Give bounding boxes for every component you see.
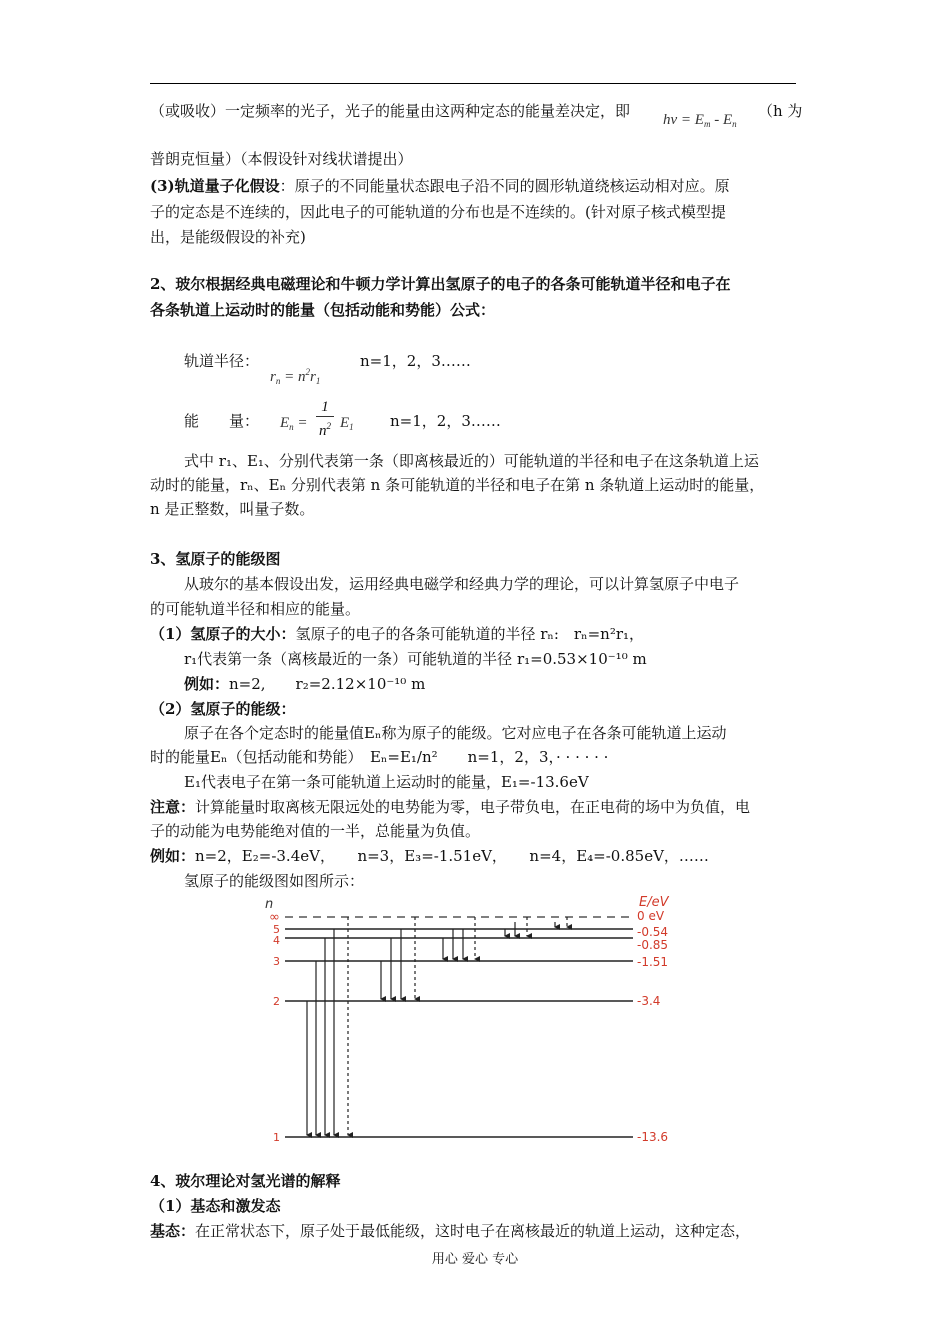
para1-line2: 普朗克恒量）（本假设针对线状谱提出） <box>150 150 413 168</box>
energy-level-diagram <box>255 892 695 1150</box>
figure-caption: 氢原子的能级图如图所示： <box>184 872 365 890</box>
note-line1: 注意：计算能量时取离核无限远处的电势能为零，电子带负电，在正电荷的场中为负值，电 <box>150 798 751 816</box>
n-label-4: 4 <box>273 934 280 947</box>
energy-fraction: $\frac{1}{n^2}$ <box>316 398 334 440</box>
sec3-para-line2: 的可能轨道半径和相应的能量。 <box>150 600 361 618</box>
note-line2: 子的动能为电势能绝对值的一半，总能量为负值。 <box>150 822 481 840</box>
sec3-s1-line2: r₁代表第一条（离核最近的一条）可能轨道的半径 r₁=0.53×10⁻¹⁰ m <box>184 650 647 668</box>
sec3-s2-line2: 时的能量Eₙ（包括动能和势能） Eₙ=E₁/n² n=1，2，3，· · · · · · <box>150 748 609 766</box>
sec2-para-line3: n 是正整数，叫量子数。 <box>150 500 315 518</box>
page-footer: 用心 爱心 专心 <box>431 1252 519 1267</box>
e-label-1: -13.6 <box>637 1130 669 1144</box>
e-label-2: -3.4 <box>637 994 661 1008</box>
n-label-5: 5 <box>273 923 280 936</box>
para1-line3: (3)轨道量子化假设：原子的不同能量状态跟电子沿不同的圆形轨道绕核运动相对应。原 <box>150 177 730 195</box>
radius-range: n=1，2，3…… <box>360 352 471 370</box>
sec4-title: 4、玻尔理论对氢光谱的解释 <box>150 1172 341 1190</box>
n-label-2: 2 <box>273 995 280 1008</box>
sec3-s1-example: 例如：n=2, r₂=2.12×10⁻¹⁰ m <box>184 675 426 693</box>
sec4-s1: （1）基态和激发态 <box>150 1197 281 1215</box>
hv-formula: $h\nu = E_m - E_n$ <box>663 112 737 129</box>
energy-label: 能 量： <box>184 412 260 430</box>
sec2-para-line1: 式中 r₁、E₁、分别代表第一条（即离核最近的）可能轨道的半径和电子在这条轨道上运 <box>184 452 759 470</box>
energy-unit-label: E/eV <box>639 895 669 910</box>
radius-formula: $r_n = n^2r_1$ <box>270 367 321 386</box>
radius-label: 轨道半径： <box>184 352 260 370</box>
energy-example: 例如：n=2，E₂=-3.4eV， n=3，E₃=-1.51eV， n=4，E₄=-0.85eV，…… <box>150 847 709 865</box>
energy-formula-right: $E_1$ <box>340 415 354 432</box>
e-label-4: -0.85 <box>637 938 669 952</box>
para1-line1: （或吸收）一定频率的光子，光子的能量由这两种定态的能量差决定，即 <box>150 102 631 120</box>
sec3-title: 3、氢原子的能级图 <box>150 550 281 568</box>
sec3-s2-line1: 原子在各个定态时的能量值Eₙ称为原子的能级。它对应电子在各条可能轨道上运动 <box>184 724 727 742</box>
base-state-line: 基态：在正常状态下，原子处于最低能级，这时电子在离核最近的轨道上运动，这种定态， <box>150 1222 751 1240</box>
sec3-s2-line3: E₁代表电子在第一条可能轨道上运动时的能量，E₁=-13.6eV <box>184 773 589 791</box>
n-axis-label: n <box>265 897 274 912</box>
n-label-1: 1 <box>273 1131 280 1144</box>
energy-range: n=1，2，3…… <box>390 412 501 430</box>
sec2-heading-line1: 2、玻尔根据经典电磁理论和牛顿力学计算出氢原子的电子的各条可能轨道半径和电子在 <box>150 275 731 293</box>
sec2-heading-line2: 各条轨道上运动时的能量（包括动能和势能）公式： <box>150 301 496 319</box>
e-label-inf: 0 eV <box>637 909 665 923</box>
sec2-para-line2: 动时的能量，rₙ、Eₙ 分别代表第 n 条可能轨道的半径和电子在第 n 条轨道上运动时的能量， <box>150 476 765 494</box>
para1-line1-tail: （h 为 <box>758 102 803 120</box>
header-rule <box>150 83 796 84</box>
para1-line4: 子的定态是不连续的，因此电子的可能轨道的分布也是不连续的。(针对原子核式模型提 <box>150 203 726 221</box>
e-label-3: -1.51 <box>637 955 669 969</box>
energy-formula-left: $E_n$ = <box>280 415 308 432</box>
sec3-s1: （1）氢原子的大小：氢原子的电子的各条可能轨道的半径 rₙ: rₙ=n²r₁， <box>150 625 645 643</box>
sec3-s2-title: （2）氢原子的能级： <box>150 700 296 718</box>
e-label-5: -0.54 <box>637 925 669 939</box>
n-label-inf: ∞ <box>269 910 280 925</box>
para1-line5: 出，是能级假设的补充) <box>150 228 306 246</box>
sec3-para-line1: 从玻尔的基本假设出发，运用经典电磁学和经典力学的理论，可以计算氢原子中电子 <box>184 575 740 593</box>
n-label-3: 3 <box>273 955 280 968</box>
